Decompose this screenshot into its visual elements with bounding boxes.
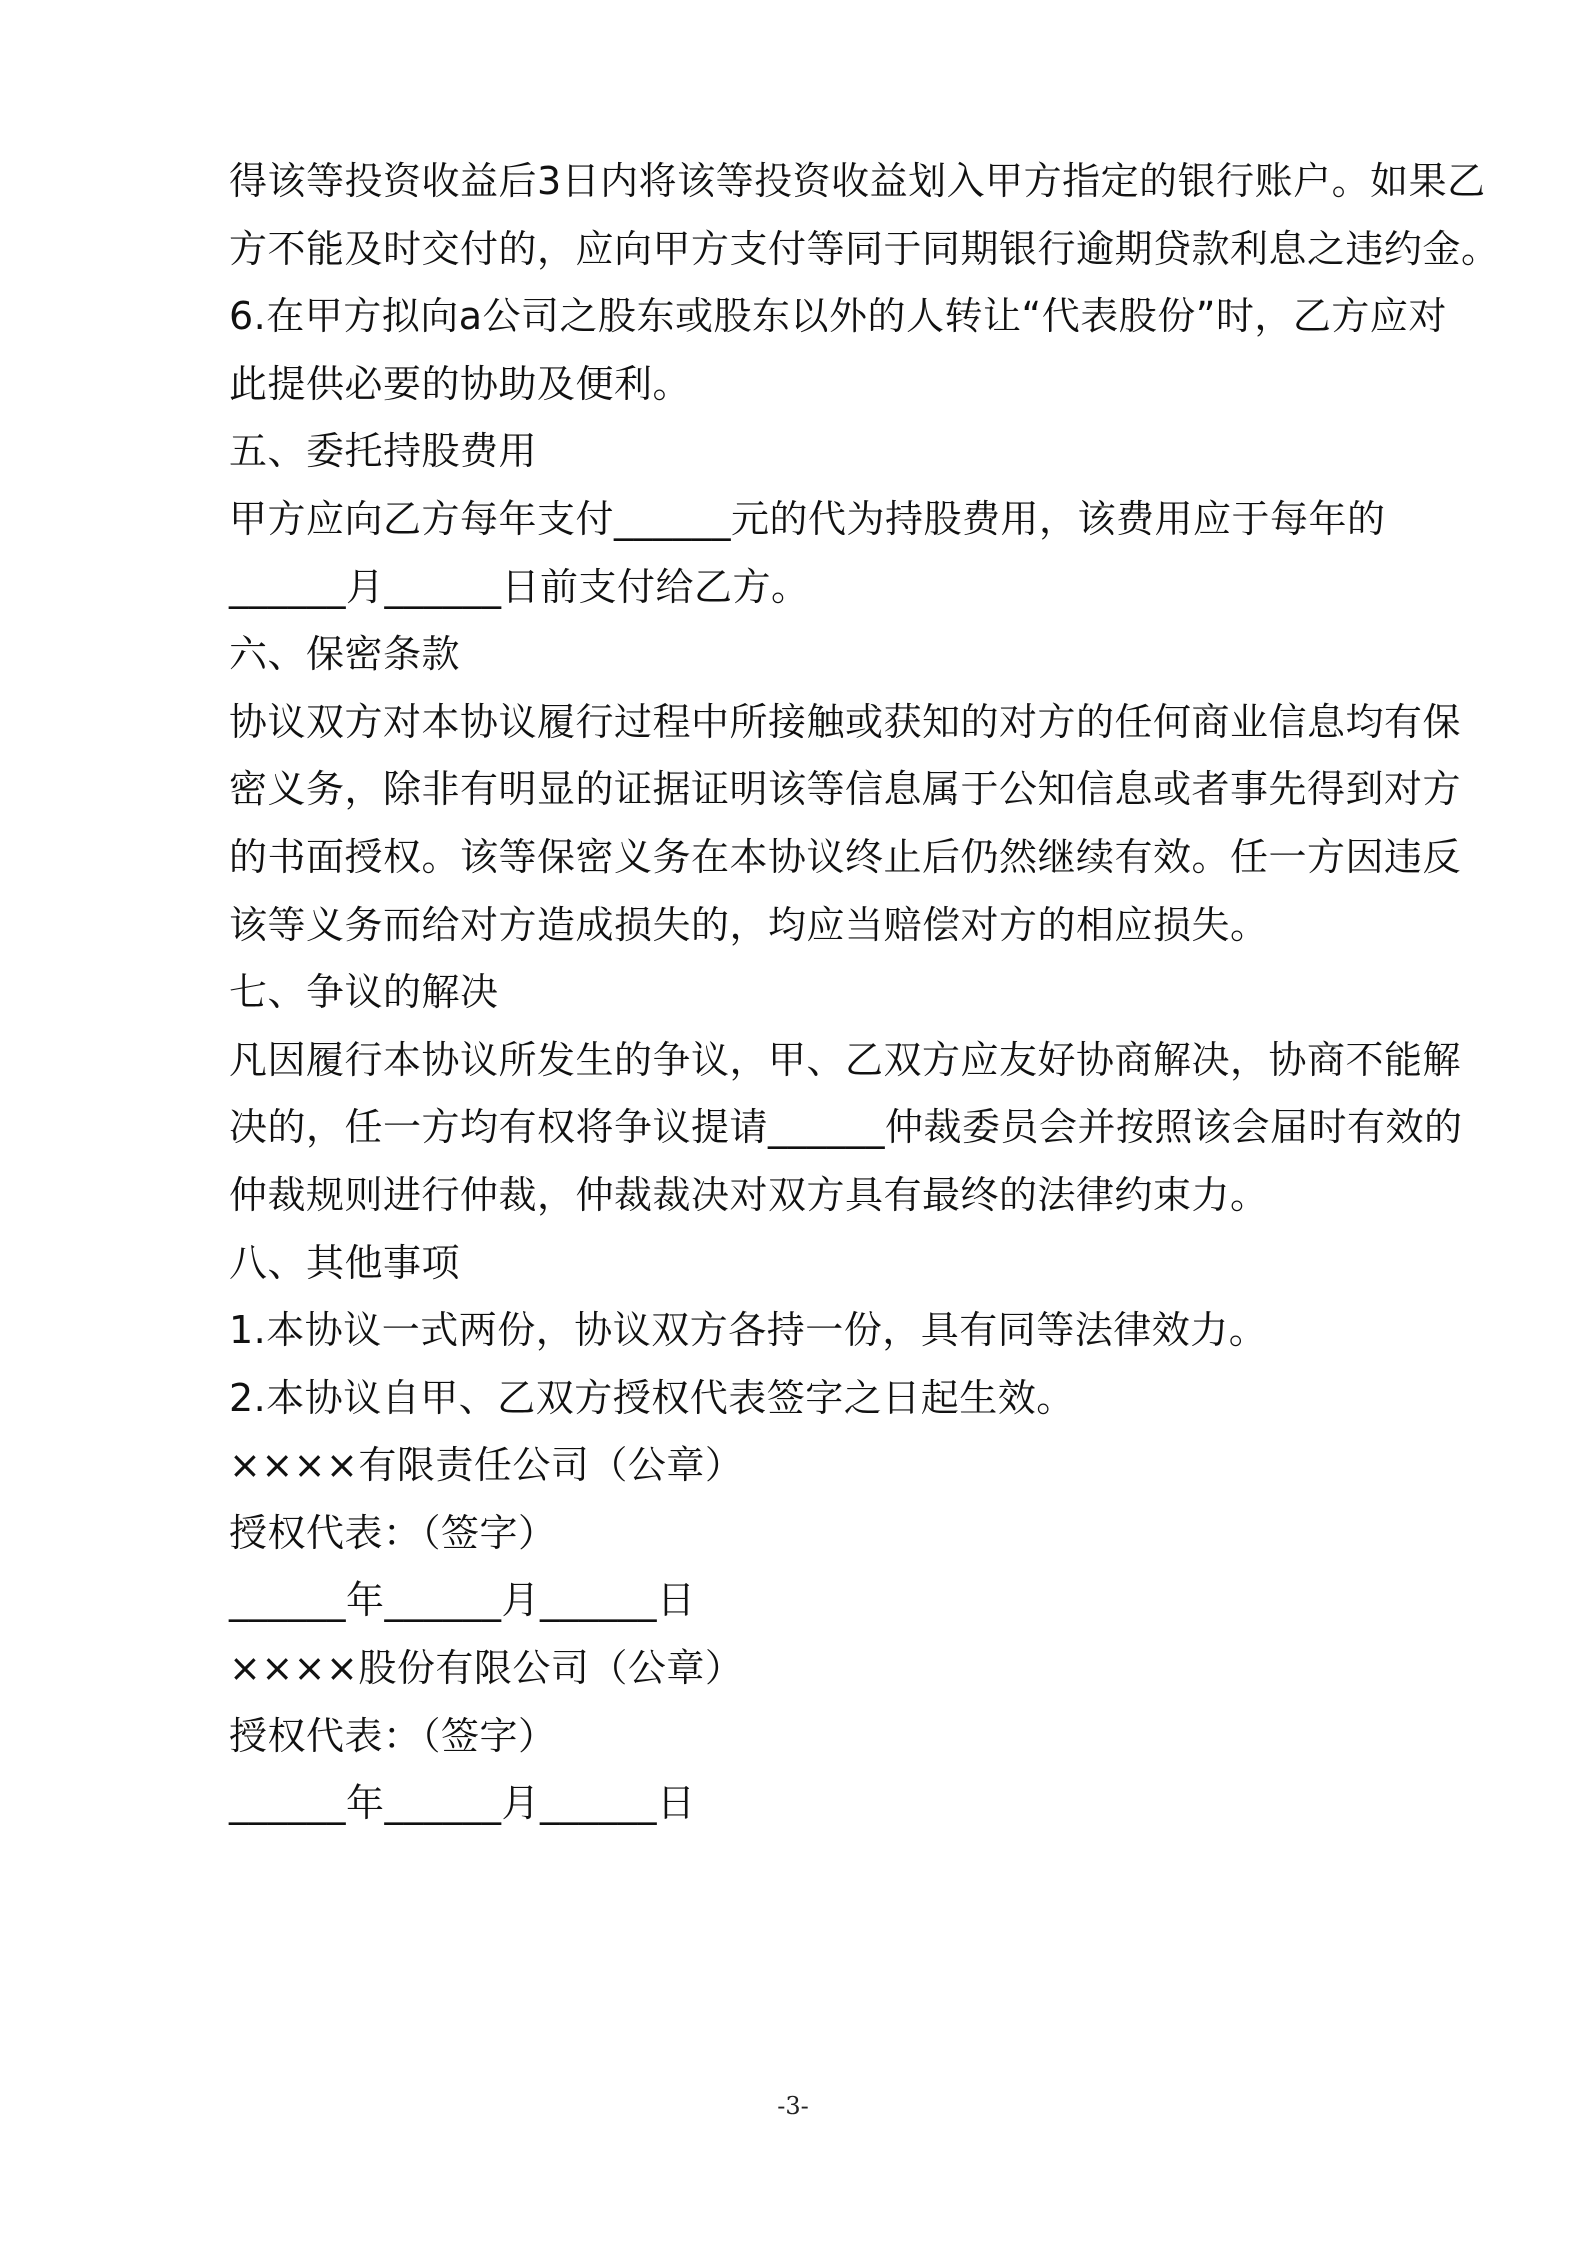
text-line: 的书面授权。该等保密义务在本协议终止后仍然继续有效。任一方因违反 bbox=[229, 834, 1462, 879]
text-line: 2.本协议自甲、乙双方授权代表签字之日起生效。 bbox=[229, 1375, 1075, 1420]
section-heading: 七、争议的解决 bbox=[229, 970, 499, 1015]
signature-date-b: ______年______月______日 bbox=[229, 1781, 696, 1826]
signature-representative-b: 授权代表：（签字） bbox=[229, 1713, 557, 1758]
signature-party-b: ××××股份有限公司（公章） bbox=[229, 1646, 744, 1691]
text-line: 1.本协议一式两份，协议双方各持一份，具有同等法律效力。 bbox=[229, 1308, 1268, 1353]
page-number: -3- bbox=[777, 2092, 809, 2120]
section-heading: 六、保密条款 bbox=[229, 632, 461, 677]
text-line: 凡因履行本协议所发生的争议，甲、乙双方应友好协商解决，协商不能解 bbox=[229, 1037, 1462, 1082]
text-line: ______月______日前支付给乙方。 bbox=[229, 564, 810, 609]
text-line: 甲方应向乙方每年支付______元的代为持股费用，该费用应于每年的 bbox=[229, 496, 1386, 541]
document-body bbox=[229, 148, 1500, 1838]
text-line: 协议双方对本协议履行过程中所接触或获知的对方的任何商业信息均有保 bbox=[229, 699, 1462, 744]
text-line: 方不能及时交付的，应向甲方支付等同于同期银行逾期贷款利息之违约金。 bbox=[229, 226, 1500, 271]
signature-date-a: ______年______月______日 bbox=[229, 1578, 696, 1623]
text-line: 6.在甲方拟向a公司之股东或股东以外的人转让“代表股份”时，乙方应对 bbox=[229, 294, 1447, 339]
text-line: 此提供必要的协助及便利。 bbox=[229, 361, 692, 406]
text-line: 得该等投资收益后3日内将该等投资收益划入甲方指定的银行账户。如果乙 bbox=[229, 159, 1486, 203]
text-line: 决的，任一方均有权将争议提请______仲裁委员会并按照该会届时有效的 bbox=[229, 1105, 1463, 1150]
text-line: 该等义务而给对方造成损失的，均应当赔偿对方的相应损失。 bbox=[229, 902, 1269, 947]
signature-representative-a: 授权代表：（签字） bbox=[229, 1510, 557, 1555]
text-line: 仲裁规则进行仲裁，仲裁裁决对双方具有最终的法律约束力。 bbox=[229, 1172, 1269, 1217]
section-heading: 五、委托持股费用 bbox=[229, 429, 538, 474]
text-line: 密义务，除非有明显的证据证明该等信息属于公知信息或者事先得到对方 bbox=[229, 767, 1462, 812]
signature-party-a: ××××有限责任公司（公章） bbox=[229, 1443, 744, 1488]
section-heading: 八、其他事项 bbox=[229, 1240, 461, 1285]
